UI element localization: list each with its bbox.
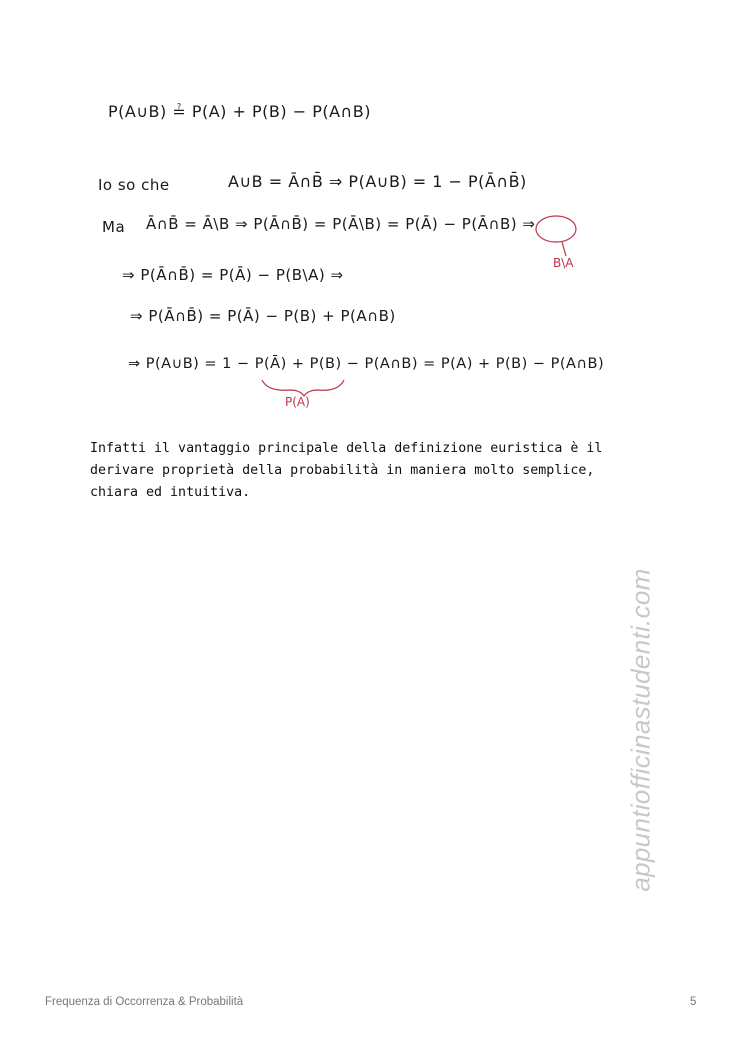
math-line-1: P(A∪B) ≟ P(A) + P(B) − P(A∩B)	[108, 102, 371, 121]
math-line-3: Ā∩B̄ = Ā\B ⇒ P(Ā∩B̄) = P(Ā\B) = P(Ā) − P(Ā∩B) ⇒	[146, 215, 536, 233]
math-line-2: A∪B = Ā∩B̄ ⇒ P(A∪B) = 1 − P(Ā∩B̄)	[228, 172, 527, 191]
math-annotation-b-minus-a: B\A	[553, 256, 574, 270]
page-number: 5	[690, 996, 697, 1008]
body-paragraph	[90, 438, 670, 504]
math-line-3-prefix: Ma	[102, 218, 126, 236]
body-line-3: chiara ed intuitiva.	[90, 485, 251, 500]
body-line-1: Infatti il vantaggio principale della definizione euristica è il	[90, 441, 603, 456]
math-annotation-p-a: P(A)	[285, 395, 310, 409]
footer-title: Frequenza di Occorrenza & Probabilità	[45, 996, 244, 1008]
math-line-5: ⇒ P(Ā∩B̄) = P(Ā) − P(B) + P(A∩B)	[130, 307, 396, 325]
red-brace-mark	[262, 380, 344, 396]
math-line-2-prefix: Io so che	[98, 176, 170, 194]
body-line-2: derivare proprietà della probabilità in maniera molto semplice,	[90, 463, 595, 478]
math-line-4: ⇒ P(Ā∩B̄) = P(Ā) − P(B\A) ⇒	[122, 266, 344, 284]
watermark: appuntiofficinastudenti.com	[625, 568, 656, 892]
math-line-6: ⇒ P(A∪B) = 1 − P(Ā) + P(B) − P(A∩B) = P(A) + P(B) − P(A∩B)	[128, 356, 605, 372]
red-pointer-mark	[562, 242, 566, 256]
red-circle-mark	[536, 216, 576, 242]
